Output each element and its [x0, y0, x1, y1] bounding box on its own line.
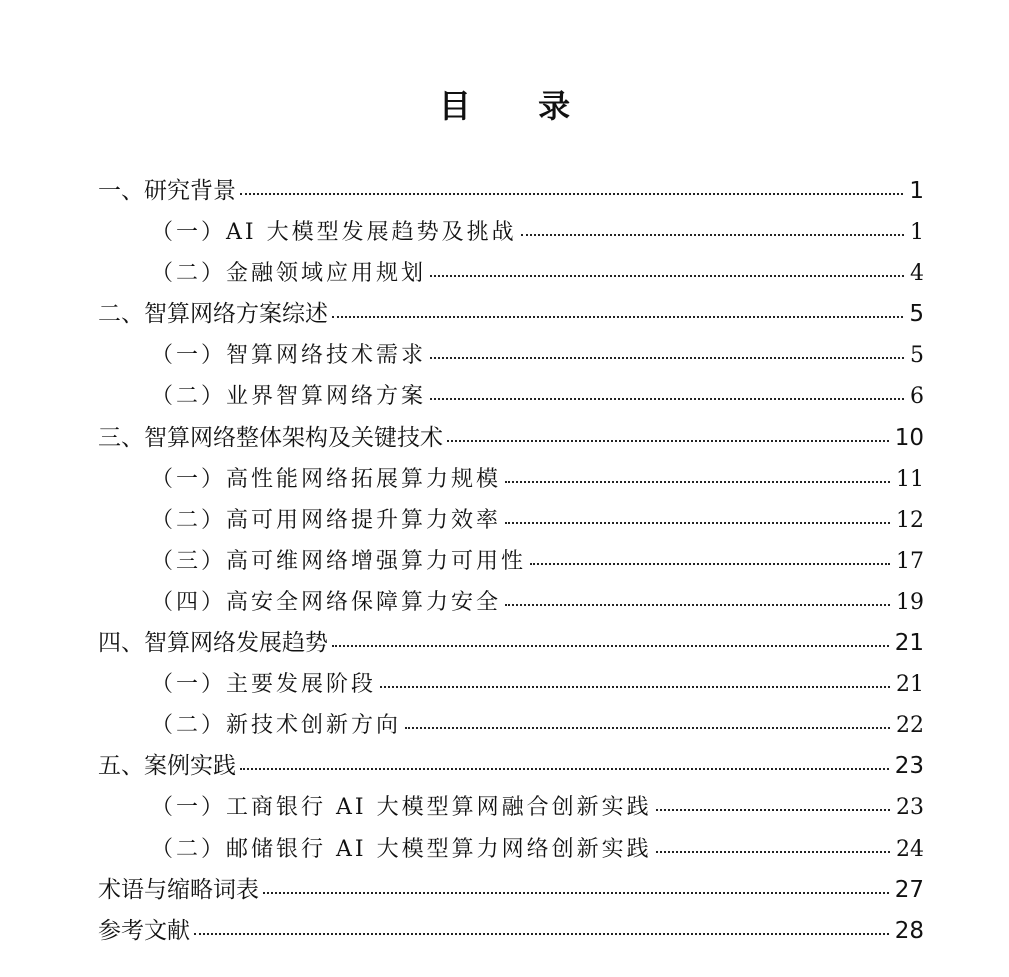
- toc-page-number: 11: [896, 466, 924, 492]
- dot-leader: [656, 851, 890, 853]
- toc-section-entry[interactable]: [98, 500, 924, 541]
- toc-page-number: 17: [896, 548, 924, 574]
- toc-page-number: 5: [910, 343, 924, 369]
- toc-entry-label: （一）AI 大模型发展趋势及挑战: [151, 220, 517, 246]
- toc-chapter-entry[interactable]: [98, 911, 924, 952]
- toc-page-number: 28: [894, 917, 924, 944]
- toc-chapter-entry[interactable]: [98, 870, 924, 911]
- toc-page-number: 1: [909, 178, 924, 204]
- dot-leader: [447, 440, 889, 442]
- toc-entry-label: （二）金融领域应用规划: [151, 261, 427, 287]
- dot-leader: [240, 768, 889, 770]
- toc-chapter-entry[interactable]: [98, 418, 924, 459]
- toc-section-entry[interactable]: [98, 376, 924, 417]
- toc-section-entry[interactable]: [98, 253, 924, 294]
- toc-page-number: 23: [896, 795, 924, 821]
- toc-page-number: 24: [896, 836, 924, 862]
- toc-chapter-entry[interactable]: [98, 746, 924, 787]
- toc-page-number: 27: [894, 876, 924, 903]
- toc-entry-label: 参考文献: [98, 917, 190, 944]
- toc-section-entry[interactable]: [98, 829, 924, 870]
- table-of-contents: [98, 171, 924, 952]
- toc-section-entry[interactable]: [98, 459, 924, 500]
- toc-page-number: 21: [894, 630, 924, 657]
- dot-leader: [521, 234, 904, 236]
- toc-page-number: 23: [894, 753, 924, 780]
- toc-chapter-entry[interactable]: [98, 623, 924, 664]
- toc-entry-label: 三、智算网络整体架构及关键技术: [98, 424, 443, 451]
- dot-leader: [656, 809, 890, 811]
- toc-page-number: 22: [896, 713, 924, 739]
- dot-leader: [263, 892, 889, 894]
- dot-leader: [505, 522, 890, 524]
- toc-section-entry[interactable]: [98, 787, 924, 828]
- toc-page-number: 10: [894, 424, 924, 451]
- dot-leader: [405, 727, 890, 729]
- dot-leader: [505, 604, 890, 606]
- dot-leader: [430, 398, 904, 400]
- toc-section-entry[interactable]: [98, 664, 924, 705]
- dot-leader: [505, 481, 890, 483]
- toc-page-number: 1: [910, 220, 924, 246]
- toc-entry-label: 一、研究背景: [98, 178, 236, 204]
- toc-chapter-entry[interactable]: [98, 294, 924, 335]
- toc-entry-label: （一）工商银行 AI 大模型算网融合创新实践: [151, 795, 652, 821]
- toc-page-number: 12: [896, 507, 924, 533]
- toc-entry-label: 四、智算网络发展趋势: [98, 630, 328, 657]
- toc-entry-label: （三）高可维网络增强算力可用性: [151, 548, 527, 574]
- toc-page-number: 5: [909, 301, 924, 328]
- page-title: 目 录: [438, 87, 599, 125]
- toc-page-number: 21: [896, 672, 924, 698]
- toc-entry-label: 术语与缩略词表: [98, 876, 259, 903]
- toc-page-number: 4: [910, 261, 924, 287]
- toc-entry-label: （二）新技术创新方向: [151, 713, 402, 739]
- dot-leader: [430, 275, 904, 277]
- toc-section-entry[interactable]: [98, 335, 924, 376]
- dot-leader: [430, 357, 904, 359]
- toc-entry-label: （一）智算网络技术需求: [151, 343, 427, 369]
- dot-leader: [194, 933, 889, 935]
- toc-entry-label: （二）邮储银行 AI 大模型算力网络创新实践: [151, 836, 652, 862]
- toc-page-number: 6: [910, 384, 924, 410]
- toc-page-number: 19: [896, 589, 924, 615]
- toc-section-entry[interactable]: [98, 582, 924, 623]
- dot-leader: [530, 563, 890, 565]
- toc-entry-label: （一）主要发展阶段: [151, 672, 377, 698]
- toc-entry-label: 五、案例实践: [98, 753, 236, 780]
- toc-section-entry[interactable]: [98, 212, 924, 253]
- toc-entry-label: （一）高性能网络拓展算力规模: [151, 466, 502, 492]
- dot-leader: [332, 316, 903, 318]
- dot-leader: [332, 645, 889, 647]
- toc-entry-label: 二、智算网络方案综述: [98, 301, 328, 328]
- dot-leader: [380, 686, 890, 688]
- toc-section-entry[interactable]: [98, 541, 924, 582]
- toc-chapter-entry[interactable]: [98, 171, 924, 212]
- toc-entry-label: （四）高安全网络保障算力安全: [151, 589, 502, 615]
- dot-leader: [240, 193, 903, 195]
- toc-section-entry[interactable]: [98, 705, 924, 746]
- toc-entry-label: （二）高可用网络提升算力效率: [151, 507, 502, 533]
- toc-entry-label: （二）业界智算网络方案: [151, 384, 427, 410]
